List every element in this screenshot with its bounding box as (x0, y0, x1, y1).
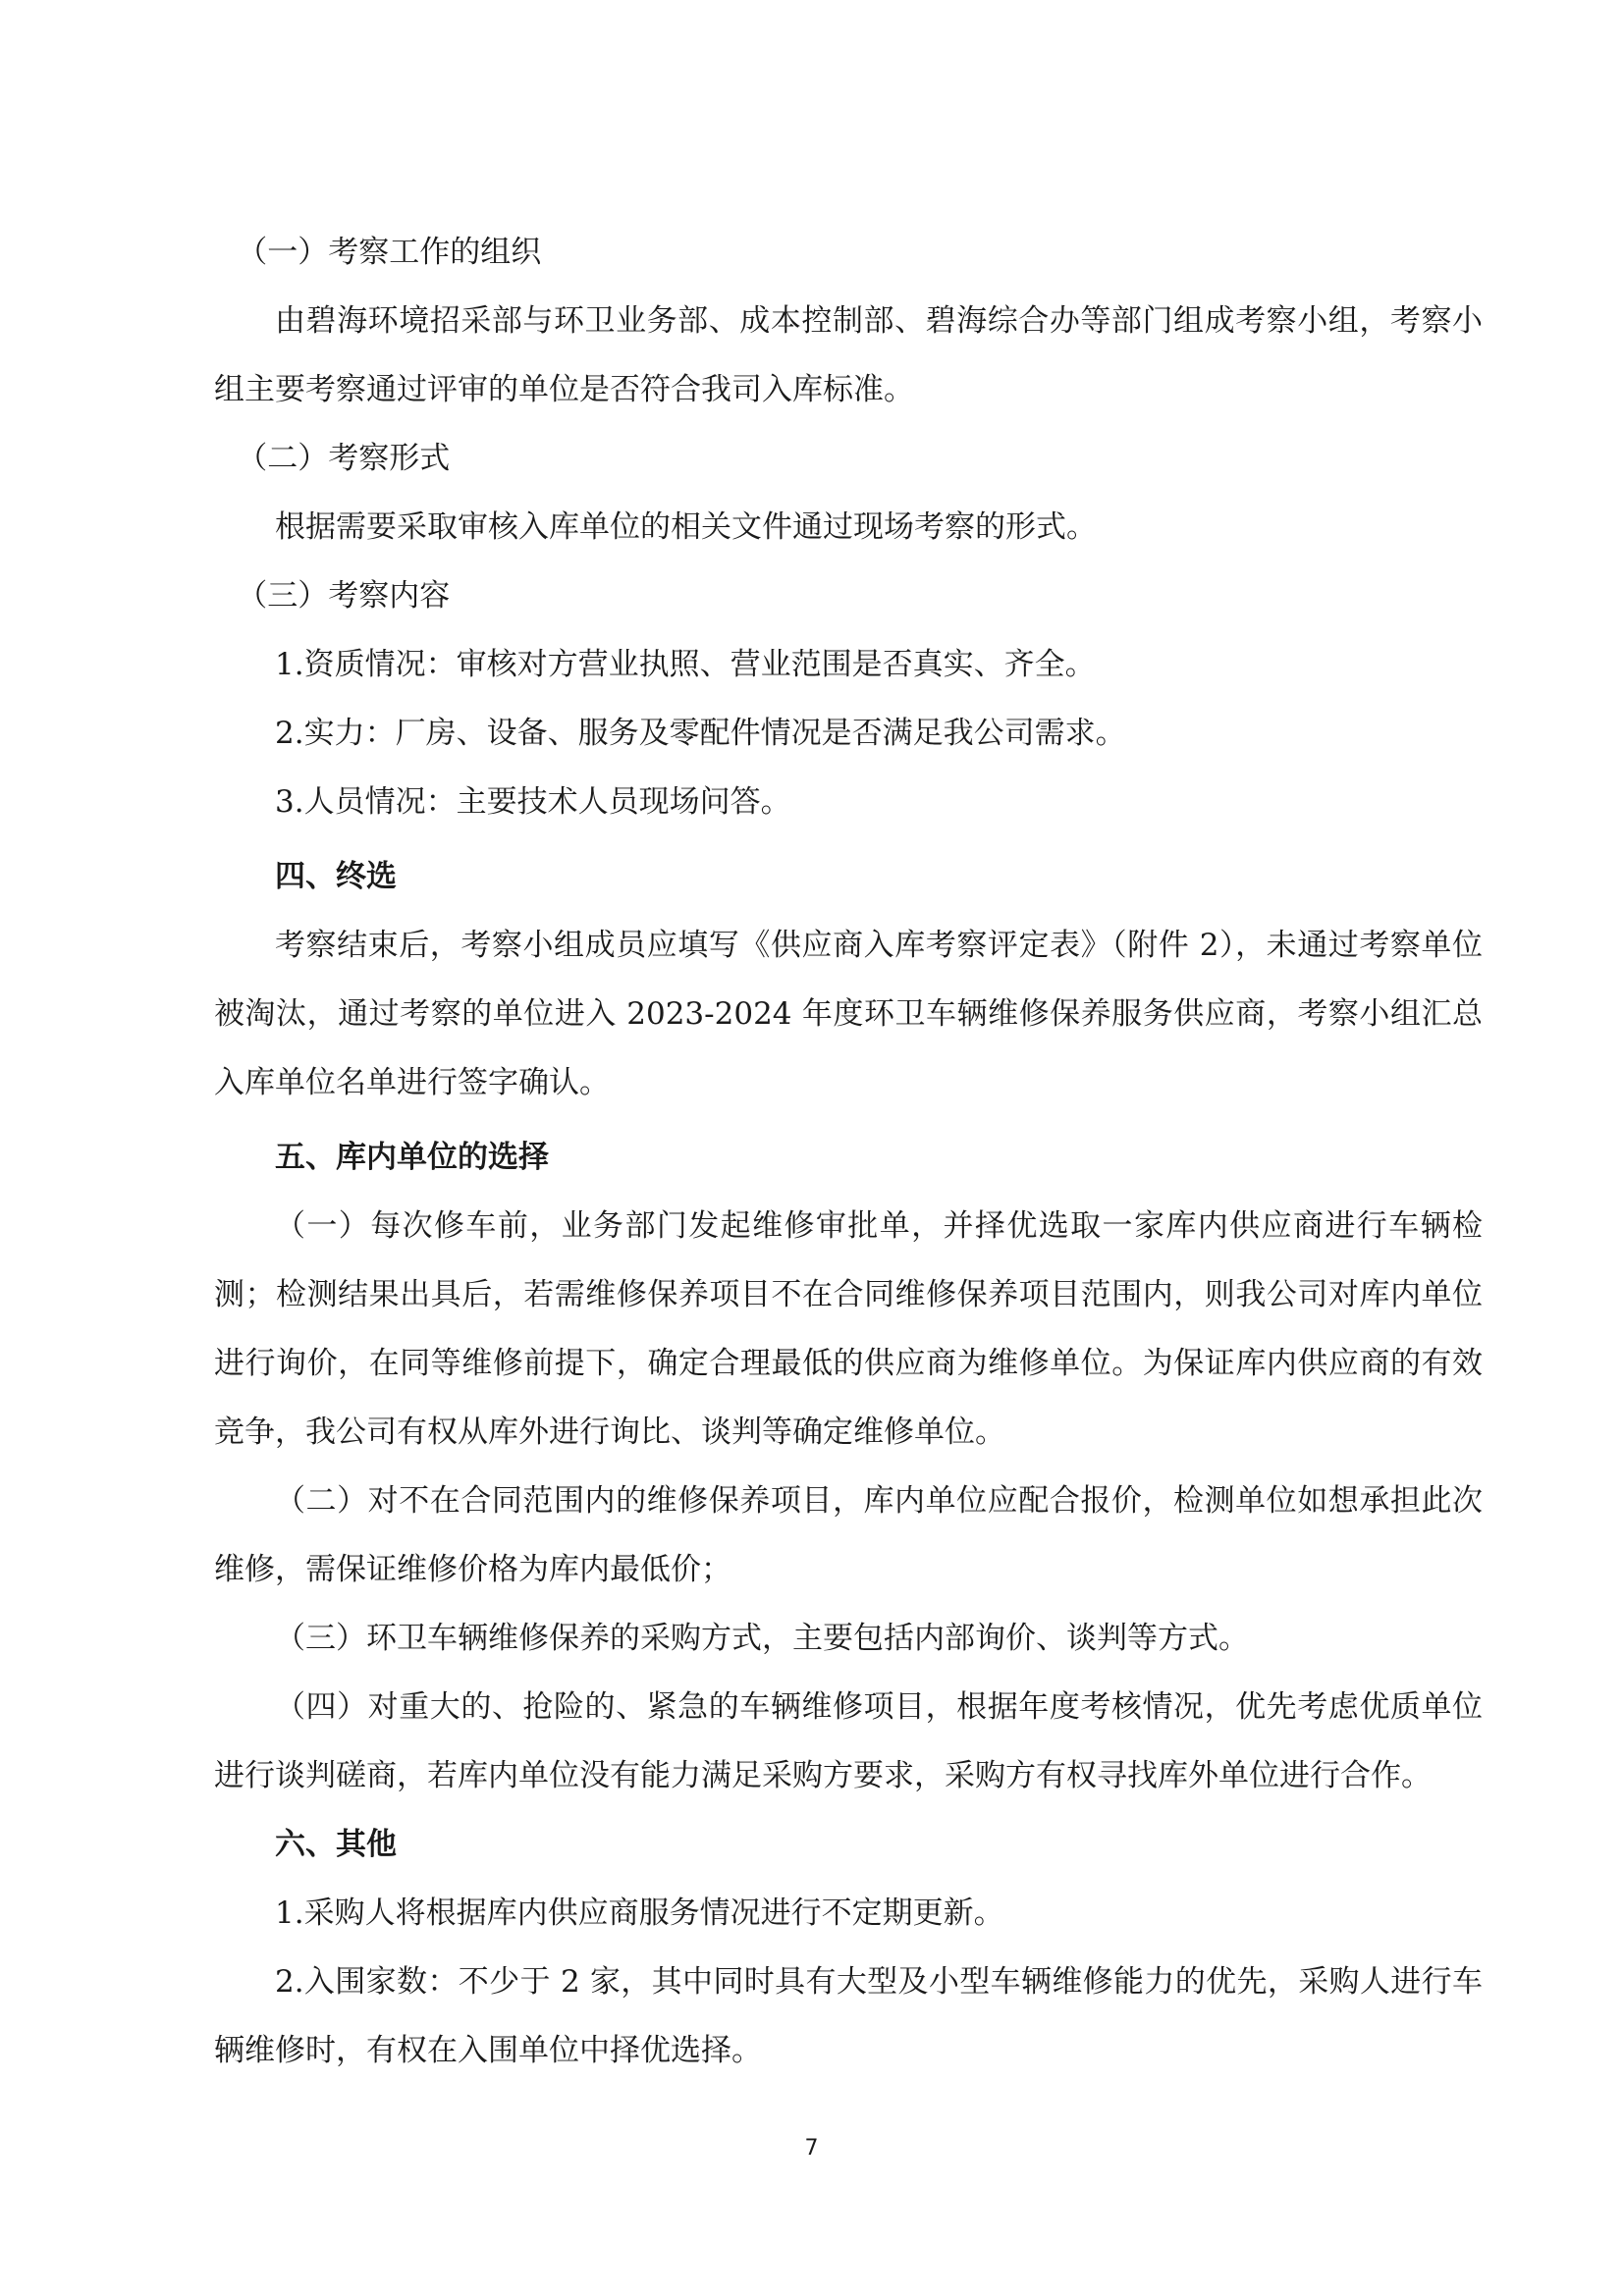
section-subheading: （一）考察工作的组织 (237, 235, 542, 270)
paragraph: 考察结束后，考察小组成员应填写《供应商入库考察评定表》（附件 2），未通过考察单位被淘汰，通过考察的单位进入 2023-2024 年度环卫车辆维修保养服务供应商，考察小组汇总入库单位名单进行签字确认。 (214, 928, 1483, 1100)
list-item: 1.采购人将根据库内供应商服务情况进行不定期更新。 (275, 1896, 1004, 1931)
paragraph: 由碧海环境招采部与环卫业务部、成本控制部、碧海综合办等部门组成考察小组，考察小组主要考察通过评审的单位是否符合我司入库标准。 (214, 303, 1483, 407)
section-heading: 四、终选 (275, 859, 397, 894)
section-subheading: （三）考察内容 (237, 578, 451, 614)
section-heading: 五、库内单位的选择 (275, 1140, 549, 1175)
list-item: 3.人员情况：主要技术人员现场问答。 (275, 784, 791, 820)
paragraph: （三）环卫车辆维修保养的采购方式，主要包括内部询价、谈判等方式。 (275, 1621, 1249, 1656)
list-item: 2.入围家数：不少于 2 家，其中同时具有大型及小型车辆维修能力的优先，采购人进行车辆维修时，有权在入围单位中择优选择。 (214, 1964, 1483, 2068)
paragraph: （二）对不在合同范围内的维修保养项目，库内单位应配合报价，检测单位如想承担此次维修，需保证维修价格为库内最低价； (214, 1483, 1483, 1587)
section-subheading: （二）考察形式 (237, 441, 451, 476)
paragraph: （一）每次修车前，业务部门发起维修审批单，并择优选取一家库内供应商进行车辆检测；检测结果出具后，若需维修保养项目不在合同维修保养项目范围内，则我公司对库内单位进行询价，在同等维修前提下，确定合理最低的供应商为维修单位。为保证库内供应商的有效竞争，我公司有权从库外进行询比、谈判等确定维修单位。 (214, 1208, 1483, 1450)
paragraph: 根据需要采取审核入库单位的相关文件通过现场考察的形式。 (275, 509, 1097, 545)
paragraph: （四）对重大的、抢险的、紧急的车辆维修项目，根据年度考核情况，优先考虑优质单位进行谈判磋商，若库内单位没有能力满足采购方要求，采购方有权寻找库外单位进行合作。 (214, 1689, 1483, 1793)
section-heading: 六、其他 (275, 1827, 397, 1862)
document-body (214, 218, 1483, 2085)
list-item: 2.实力：厂房、设备、服务及零配件情况是否满足我公司需求。 (275, 716, 1126, 751)
list-item: 1.资质情况：审核对方营业执照、营业范围是否真实、齐全。 (275, 647, 1096, 682)
page-number: 7 (804, 2136, 819, 2161)
